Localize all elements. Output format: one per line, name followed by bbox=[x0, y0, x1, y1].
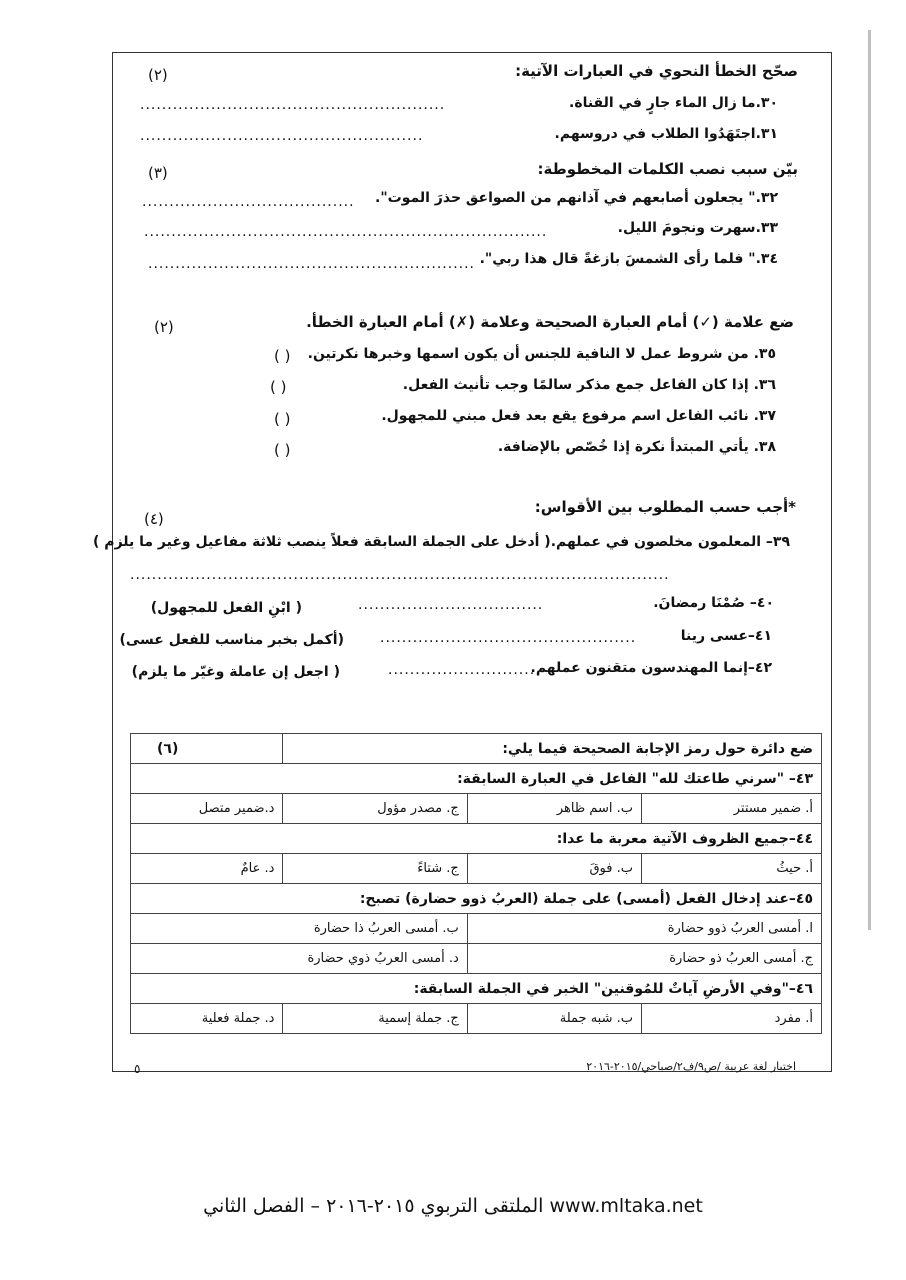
option-43-a[interactable]: أ. ضمير مستتر bbox=[642, 794, 822, 824]
question-45: ٤٥–عند إدخال الفعل (أمسى) على جملة (العربُ ذوو حضارة) تصبح: bbox=[131, 884, 822, 914]
option-43-c[interactable]: ج. مصدر مؤول bbox=[283, 794, 467, 824]
option-43-d[interactable]: د.ضمير متصل bbox=[131, 794, 283, 824]
section3-mark: (٢) bbox=[154, 318, 174, 336]
exam-code: اختبار لغة عربية /ص٩/ف٢/صباحي/٢٠١٥-٢٠١٦ bbox=[586, 1060, 796, 1073]
hint-40: ( ابْنِ الفعل للمجهول) bbox=[150, 600, 302, 616]
mcq-options-row bbox=[131, 854, 822, 884]
question-41: ٤١–عسى رينا bbox=[680, 628, 772, 644]
answer-box-37[interactable]: ( ) bbox=[274, 410, 291, 428]
answer-line-40: .................................. bbox=[358, 597, 544, 613]
section4-mark: (٤) bbox=[144, 510, 164, 528]
answer-box-38[interactable]: ( ) bbox=[274, 441, 291, 459]
statement-37: ٣٧. نائب الفاعل اسم مرفوع يقع بعد فعل مبني للمجهول. bbox=[381, 408, 776, 424]
section1-heading: صحّح الخطأ النحوي في العبارات الآتية: bbox=[515, 62, 798, 80]
mcq-header-row bbox=[131, 734, 822, 764]
option-45-a[interactable]: ا. أمسى العربُ ذوو حضارة bbox=[467, 914, 821, 944]
answer-line-31: .................................................... bbox=[140, 128, 424, 144]
answer-line-39: ................................................................................................... bbox=[130, 567, 670, 583]
option-45-c[interactable]: ج. أمسى العربُ ذو حضارة bbox=[467, 944, 821, 974]
answer-line-32: ....................................... bbox=[142, 194, 355, 210]
option-44-d[interactable]: د. عامٌ bbox=[131, 854, 283, 884]
mcq-table bbox=[130, 733, 822, 1034]
hint-42: ( اجعل إن عاملة وغيّر ما يلزم) bbox=[131, 664, 340, 680]
option-44-c[interactable]: ج. شتاءً bbox=[283, 854, 467, 884]
mcq-question-row bbox=[131, 884, 822, 914]
option-46-d[interactable]: د. جملة فعلية bbox=[131, 1004, 283, 1034]
question-34: ٣٤." فلما رأى الشمسَ بازغةً قال هذا ربي". bbox=[479, 251, 778, 267]
mcq-options-row bbox=[131, 914, 822, 944]
answer-line-33: .......................................................................... bbox=[144, 224, 548, 240]
option-43-b[interactable]: ب. اسم ظاهر bbox=[467, 794, 641, 824]
scan-edge-line bbox=[868, 30, 871, 930]
option-44-a[interactable]: أ. حيثُ bbox=[642, 854, 822, 884]
answer-line-30: ........................................................ bbox=[140, 97, 446, 113]
section1-mark: (٢) bbox=[148, 66, 168, 84]
mcq-heading: ضع دائرة حول رمز الإجابة الصحيحة فيما يلي: bbox=[283, 734, 822, 764]
answer-line-41: ............................................... bbox=[380, 630, 637, 646]
statement-38: ٣٨. يأتي المبتدأ نكرة إذا خُصّص بالإضافة. bbox=[497, 439, 776, 455]
mcq-options-row bbox=[131, 1004, 822, 1034]
statement-35: ٣٥. من شروط عمل لا النافية للجنس أن يكون اسمها وخبرها نكرتين. bbox=[307, 346, 776, 362]
question-46: ٤٦–"وفي الأرضِ آياتٌ للمُوقنين" الخبر في الجملة السابقة: bbox=[131, 974, 822, 1004]
answer-line-34: ............................................................ bbox=[148, 256, 476, 272]
option-46-c[interactable]: ج. جملة إسمية bbox=[283, 1004, 467, 1034]
question-40: ٤٠– صُمْنَا رمضانَ. bbox=[653, 595, 774, 611]
option-44-b[interactable]: ب. فوقَ bbox=[467, 854, 641, 884]
site-caption: الملتقى التربوي ٢٠١٥-٢٠١٦ – الفصل الثاني www.mltaka.net bbox=[203, 1195, 703, 1217]
answer-box-35[interactable]: ( ) bbox=[274, 347, 291, 365]
question-39: ٣٩– المعلمون مخلصون في عملهم.( أدخل على الجملة السابقة فعلاً ينصب ثلاثة مفاعيل وغير ما يلزم ) bbox=[93, 534, 790, 550]
page-number: ٥ bbox=[134, 1062, 141, 1076]
mcq-options-row bbox=[131, 944, 822, 974]
mcq-mark: (٦) bbox=[131, 734, 283, 764]
option-46-a[interactable]: أ. مفرد bbox=[642, 1004, 822, 1034]
section3-heading: ضع علامة (✓) أمام العبارة الصحيحة وعلامة (✗) أمام العبارة الخطأ. bbox=[306, 313, 794, 331]
question-33: ٣٣.سهرت ونجومَ الليل. bbox=[617, 220, 778, 236]
statement-36: ٣٦. إذا كان الفاعل جمع مذكر سالمًا وجب تأنيث الفعل. bbox=[402, 377, 776, 393]
answer-line-42: ........................... bbox=[388, 662, 536, 678]
mcq-options-row bbox=[131, 794, 822, 824]
section2-mark: (٣) bbox=[148, 164, 168, 182]
question-32: ٣٢." يجعلون أصابعهم في آذانهم من الصواعق حذرَ الموت". bbox=[375, 190, 778, 206]
section2-heading: بيّن سبب نصب الكلمات المخطوطة: bbox=[537, 160, 798, 178]
question-44: ٤٤–جميع الظروف الآتية معربة ما عدا: bbox=[131, 824, 822, 854]
mcq-question-row bbox=[131, 974, 822, 1004]
question-31: ٣١.اجتَهَدُوا الطلاب في دروسهم. bbox=[554, 126, 778, 142]
section4-heading: *أجب حسب المطلوب بين الأقواس: bbox=[534, 498, 796, 516]
option-45-b[interactable]: ب. أمسى العربُ ذا حضارة bbox=[131, 914, 468, 944]
question-30: ٣٠.ما زال الماء جارٍ في القناة. bbox=[569, 95, 778, 111]
question-43: ٤٣– "سرني طاعتك لله" الفاعل في العبارة السابقة: bbox=[131, 764, 822, 794]
mcq-question-row bbox=[131, 764, 822, 794]
question-42: ٤٢–إنما المهندسون متقنون عملهم. bbox=[530, 660, 772, 676]
mcq-question-row bbox=[131, 824, 822, 854]
answer-box-36[interactable]: ( ) bbox=[270, 378, 287, 396]
hint-41: (أكمل بخبر مناسب للفعل عسى) bbox=[119, 632, 344, 648]
option-45-d[interactable]: د. أمسى العربُ ذوي حضارة bbox=[131, 944, 468, 974]
option-46-b[interactable]: ب. شبه جملة bbox=[467, 1004, 641, 1034]
